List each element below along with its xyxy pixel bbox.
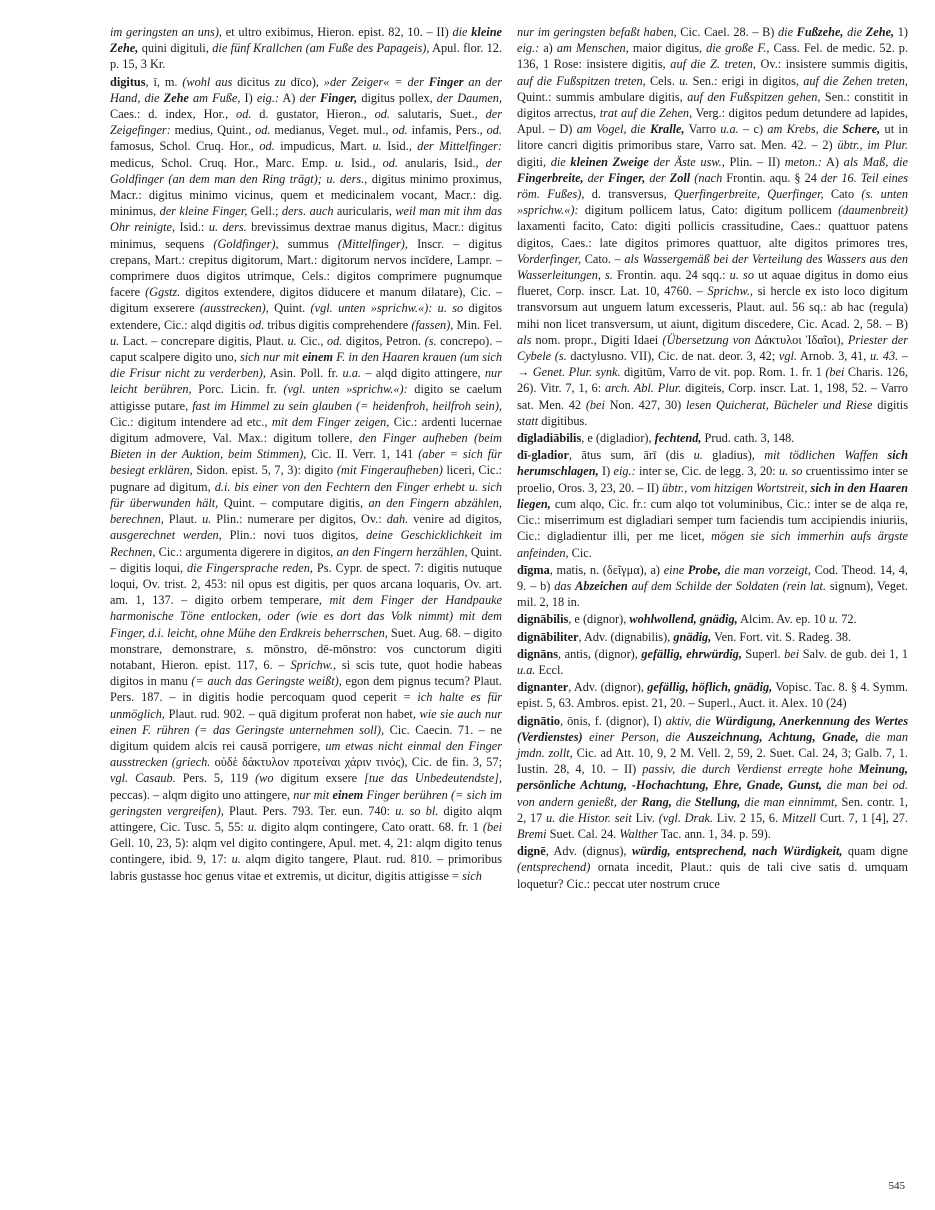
right_column-entry: dīgladiābilis, e (digladior), fechtend, Prud. cath. 3, 148. [517, 431, 795, 446]
right_column-entry: dignābiliter, Adv. (dignabilis), gnädig, Ven. Fort. vit. S. Radeg. 38. [517, 629, 852, 644]
page-number: 545 [888, 1180, 905, 1192]
left_column-entry: im geringsten an uns), et ultro exibimus, Hieron. epist. 82, 10. – II) die kleine Zehe, quini digituli, die fünf Krallchen (am Fuße des Papageis), Apul. flor. 12. p. 15, 3 Kr. [110, 25, 502, 72]
right_column-entry: dī-gladior, ātus sum, ārī (dis u. gladius), mit tödlichen Waffen sich herumschlagen, I) eig.: inter se, Cic. de legg. 3, 20: u. so cruentissimo inter se proelio, Oros. 3, 23, 20. – II) übtr., vom hitzigen Wortstreit, sich in den Haaren liegen, cum alqo, Cic. fr.: cum alqo tot voluminibus, Cic.: inter se de alqa re, Cic.: miserrimum est digladiari semper tum faciendis tum accipiendis iniuriis, Cic.: digladientur illi, per me licet, mögen sie sich immerhin aufs ärgste anfeinden, Cic. [517, 448, 909, 560]
right-column [517, 24, 908, 893]
right_column-entry: dignātio, ōnis, f. (dignor), I) aktiv, die Würdigung, Anerkennung des Wertes (Verdienstes) einer Person, die Auszeichnung, Achtung, Gnade, die man jmdn. zollt, Cic. ad Att. 10, 9, 2 M. Vell. 2, 59, 2. Suet. Cal. 24, 3; Galb. 7, 1. Iustin. 28, 4, 10. – II) passiv, die durch Verdienst erregte hohe Meinung, persönliche Achtung, -Hochachtung, Ehre, Gnade, Gunst, die man bei od. von andern genießt, der Rang, die Stellung, die man einnimmt, Sen. contr. 1, 2, 17 u. die Histor. seit Liv. (vgl. Drak. Liv. 2 15, 6. Mitzell Curt. 7, 1 [4], 27. Bremi Suet. Cal. 24. Walther Tac. ann. 1, 34. p. 59). [517, 713, 909, 841]
right_column-entry: dīgma, matis, n. (δεῖγμα), a) eine Probe, die man vorzeigt, Cod. Theod. 14, 4, 9. – b) das Abzeichen auf dem Schilde der Soldaten (rein lat. signum), Veget. mil. 2, 18 in. [517, 562, 909, 610]
right_column-entry: dignābilis, e (dignor), wohlwollend, gnädig, Alcim. Av. ep. 10 u. 72. [517, 612, 857, 627]
right_column-entry: dignāns, antis, (dignor), gefällig, ehrwürdig, Superl. bei Salv. de gub. dei 1, 1 u.a. Eccl. [517, 646, 908, 677]
right_column-entry: dignanter, Adv. (dignor), gefällig, höflich, gnädig, Vopisc. Tac. 8. § 4. Symm. epist. 5, 63. Ambros. epist. 21, 20. – Superl., Auct. it. Alex. 10 (24) [517, 680, 908, 711]
right_column-entry: nur im geringsten befaßt haben, Cic. Cael. 28. – B) die Fußzehe, die Zehe, 1) eig.: a) am Menschen, maior digitus, die große F., Cass. Fel. de medic. 52. p. 136, 1 Rose: insistere digitis, auf die Z. treten, Ov.: insistere summis digitis, auf die Fußspitzen treten, Cels. u. Sen.: erigi in digitos, auf die Zehen treten, Quint.: summis ambulare digitis, auf den Fußspitzen gehen, Sen.: constitit in digitos arrectus, trat auf die Zehen, Verg.: digitos pedum detundere ad lapides, Apul. – D) am Vogel, die Kralle, Varro u.a. – c) am Krebs, die Schere, ut in litore cancri digitis primoribus stare, Varro sat. Men. 42. – 2) übtr., im Plur. digiti, die kleinen Zweige der Äste usw., Plin. – II) meton.: A) als Maß, die Fingerbreite, der Finger, der Zoll (nach Frontin. aqu. § 24 der 16. Teil eines röm. Fußes), d. transversus, Querfingerbreite, Querfinger, Cato (s. unten »sprichw.«): digitum pollicem latus, Cato: digitum pollicem (daumenbreit) laxamenti facito, Cato: digiti pollicis crassitudine, Caes.: quattuor patens digitos, Caes.: late digitos primores quattuor, alte digitos primores tres, Vorderfinger, Cato. – als Wassergemäß bei der Verteilung des Wassers aus den Wasserleitungen, s. Frontin. aqu. 24 sqq.: u. so ut aquae digitus in domo eius flueret, Corp. inscr. Lat. 10, 4760. – Sprichw., si hercle ex isto loco digitum transvorsum aut unguem latum excesseris, Plaut. aul. 56 sq.: ab hac (regula) mihi non licet transversum, ut aiunt, digitum discedere, Cic. Acad. 2, 58. – B) als nom. propr., Digiti Idaei (Übersetzung von Δάκτυλοι Ἰδαῖοι), Priester der Cybele (s. dactylusno. VII), Cic. de nat. deor. 3, 42; vgl. Arnob. 3, 41, u. 43. – → Genet. Plur. synk. digitūm, Varro de vit. pop. Rom. 1. fr. 1 (bei Charis. 126, 26). Vitr. 7, 1, 6: arch. Abl. Plur. digiteis, Corp. inscr. Lat. 1, 198, 52. – Varro sat. Men. 42 (bei Non. 427, 30) lesen Quicherat, Bücheler und Riese digitis statt digitibus. [517, 25, 909, 428]
left-column [110, 24, 502, 885]
right_column-entry: dignē, Adv. (dignus), würdig, entsprechend, nach Würdigkeit, quam digne (entsprechend) ornata incedit, Plaut.: quis de tali cive satis d. umquam loquetur? Cic.: peccat uter nostrum cruce [517, 844, 908, 891]
left_column-entry: digitus, ī, m. (wohl aus dicitus zu dīco), »der Zeiger« = der Finger an der Hand, die Zehe am Fuße, I) eig.: A) der Finger, digitus pollex, der Daumen, Caes.: d. index, Hor., od. d. gustator, Hieron., od. salutaris, Suet., der Zeigefinger: medius, Quint., od. medianus, Veget. mul., od. infamis, Pers., od. famosus, Schol. Cruq. Hor., od. impudicus, Mart. u. Isid., der Mittelfinger: medicus, Schol. Cruq. Hor., Marc. Emp. u. Isid., od. anularis, Isid., der Goldfinger (an dem man den Ring trägt); u. ders., digitus minimo proximus, Macr.: digitus minimo vicinus, quem et medicinalem vocant, Macr.: dig. minimus, der kleine Finger, Gell.; ders. auch auricularis, weil man mit ihm das Ohr reinigte, Isid.: u. ders. brevissimus dextrae manus digitus, Macr.: digitus minimus, sequens (Goldfinger), summus (Mittelfinger), Inscr. – digitus crepans, Mart.: crepitus digitorum, Mart.: digitorum nervos incīdere, Lampr. – comprimere duos digitos utrimque, Cels.: digitos comprimere pugnumque facere (Ggstz. digitos extendere, digitos diducere et manum dilatare), Cic. – digitum exserere (ausstrecken), Quint. (vgl. unten »sprichw.«): u. so digitos extendere, Cic.: alqd digitis od. tribus digitis comprehendere (fassen), Min. Fel. u. Lact. – concrepare digitis, Plaut. u. Cic., od. digitos, Petron. (s. concrepo). – caput scalpere digito uno, sich nur mit einem F. in den Haaren krauen (um sich die Frisur nicht zu verderben), Asin. Poll. fr. u.a. – alqd digito attingere, nur leicht berühren, Porc. Licin. fr. (vgl. unten »sprichw.«): digito se caelum attigisse putare, fast im Himmel zu sein glauben (= heidenfroh, heilfroh sein), Cic.: digitum intendere ad etc., mit dem Finger zeigen, Cic.: ardenti lucernae digitum admovere, Val. Max.: digitum tollere, den Finger aufheben (beim Bieten in der Auktion, beim Stimmen), Cic. II. Verr. 1, 141 (aber = sich für besiegt erklären, Sidon. epist. 5, 7, 3): digito (mit Fingeraufheben) liceri, Cic.: pugnare ad digitum, d.i. bis einer von den Fechtern den Finger erhebt u. sich für überwunden hält, Quint. – computare digitis, an den Fingern abzählen, berechnen, Plaut. u. Plin.: numerare per digitos, Ov.: dah. venire ad digitos, ausgerechnet werden, Plin.: novi tuos digitos, deine Geschicklichkeit im Rechnen, Cic.: argumenta digerere in digitos, an den Fingern herzählen, Quint. – digitis loqui, die Fingersprache reden, Ps. Cypr. de spect. 7: digitis nutuque loqui, Ov. trist. 2, 453: nil opus est digitis, per quos arcana loquaris, Ov. art. am. 1, 137. – digito orbem temperare, mit dem Finger der Handpauke harmonische Töne entlocken, oder (wie es dort das Volk nimmt) mit dem Finger, d.i. leicht, ohne Mühe den Erdkreis beherrschen, Suet. Aug. 68. – digito monstrare, demonstrare, s. mōnstro, dē-mōnstro: vos cunctorum digiti notabant, Hieron. epist. 117, 6. – Sprichw., si scis tute, quot hodie habeas digitos in manu (= auch das Geringste weißt), egon dem pignus tecum? Plaut. Pers. 187. – in digitis hodie percoquam quod ceperit = ich halte es für unmöglich, Plaut. rud. 902. – quā digitum proferat non habet, wie sie auch nur einen F. rühren (= das Geringste unternehmen soll), Cic. Caecin. 71. – ne digitum quidem alcis rei causā porrigere, um etwas nicht einmal den Finger ausstrecken (griech. οὐδὲ δάκτυλον προτείναι χάριν τινός), Cic. de fin. 3, 57; vgl. Casaub. Pers. 5, 119 (wo digitum exsere [tue das Unbedeutendste], peccas). – alqm digito uno attingere, nur mit einem Finger berühren (= sich im geringsten vergreifen), Plaut. Pers. 793. Ter. eun. 740: u. so bl. digito alqm attingere, Cic. Tusc. 5, 55: u. digito alqm contingere, Cato oratt. 68. fr. 1 (bei Gell. 10, 23, 5): alqm vel digito contingere, Apul. met. 4, 21: alqm digito tenus contingere, ibid. 9, 17: u. alqm digito tangere, Plaut. rud. 810. – primoribus labris gustasse hoc genus vitae et extremis, ut dicitur, digitis attigisse = sich [110, 74, 503, 883]
